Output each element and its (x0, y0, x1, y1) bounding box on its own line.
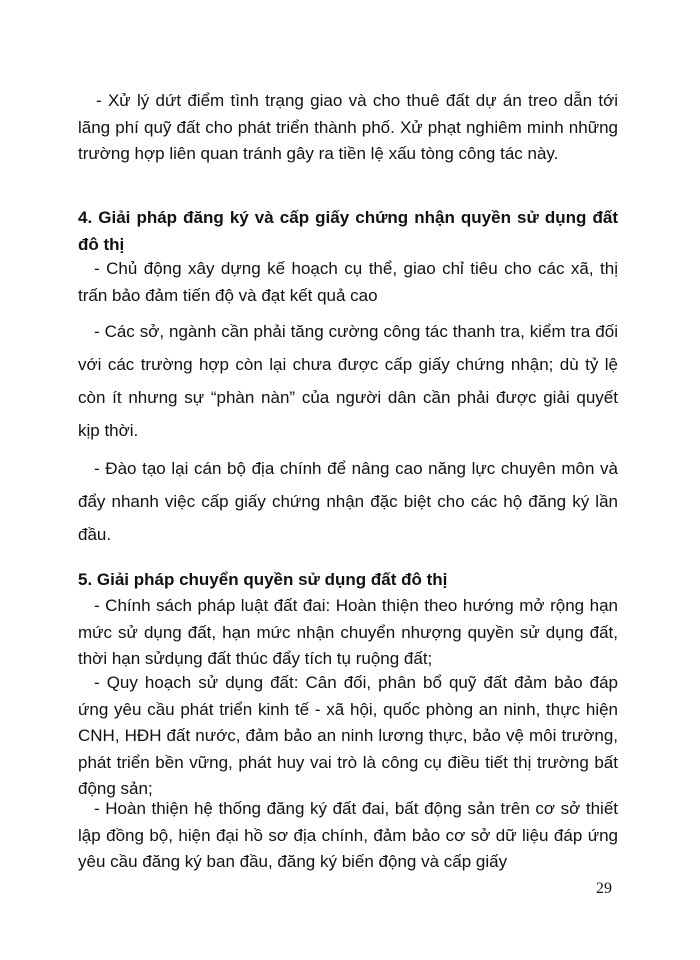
paragraph-land-use-planning: - Quy hoạch sử dụng đất: Cân đối, phân bổ quỹ đất đảm bảo đáp ứng yêu cầu phát triển kinh tế - xã hội, quốc phòng an ninh, thực hiện CNH, HĐH đất nước, đảm bảo an ninh lương thực, bảo vệ môi trường, phát triển bền vững, phát huy vai trò là công cụ điều tiết thị trường bất động sản; (78, 673, 618, 798)
paragraph-staff-training: - Đào tạo lại cán bộ địa chính để nâng cao năng lực chuyên môn và đẩy nhanh việc cấp giấy chứng nhận đặc biệt cho các hộ đăng ký lần đầu. (78, 459, 618, 544)
paragraph-registration-system: - Hoàn thiện hệ thống đăng ký đất đai, bất động sản trên cơ sở thiết lập đồng bộ, hiện đại hồ sơ địa chính, đảm bảo cơ sở dữ liệu đáp ứng yêu cầu đăng ký ban đầu, đăng ký biến động và cấp giấy (78, 799, 618, 871)
paragraph-inspection: - Các sở, ngành cần phải tăng cường công tác thanh tra, kiểm tra đối với các trường hợp còn lại chưa được cấp giấy chứng nhận; dù tỷ lệ còn ít nhưng sự “phàn nàn” của người dân cần phải được giải quyết kịp thời. (78, 322, 618, 440)
paragraph-registration-plan: - Chủ động xây dựng kế hoạch cụ thể, giao chỉ tiêu cho các xã, thị trấn bảo đảm tiến độ và đạt kết quả cao (78, 259, 618, 305)
section-heading-4: 4. Giải pháp đăng ký và cấp giấy chứng nhận quyền sử dụng đất đô thị (78, 208, 618, 254)
page-number: 29 (596, 880, 612, 897)
section-heading-5: 5. Giải pháp chuyển quyền sử dụng đất đô thị (78, 570, 448, 589)
paragraph-land-project-handling: - Xử lý dứt điểm tình trạng giao và cho thuê đất dự án treo dẫn tới lãng phí quỹ đất cho phát triển thành phố. Xử phạt nghiêm minh những trường hợp liên quan tránh gây ra tiền lệ xấu tòng công tác này. (78, 91, 618, 163)
paragraph-land-law-policy: - Chính sách pháp luật đất đai: Hoàn thiện theo hướng mở rộng hạn mức sử dụng đất, hạn mức nhận chuyển nhượng quyền sử dụng đất, thời hạn sửdụng đất thúc đẩy tích tụ ruộng đất; (78, 596, 618, 668)
